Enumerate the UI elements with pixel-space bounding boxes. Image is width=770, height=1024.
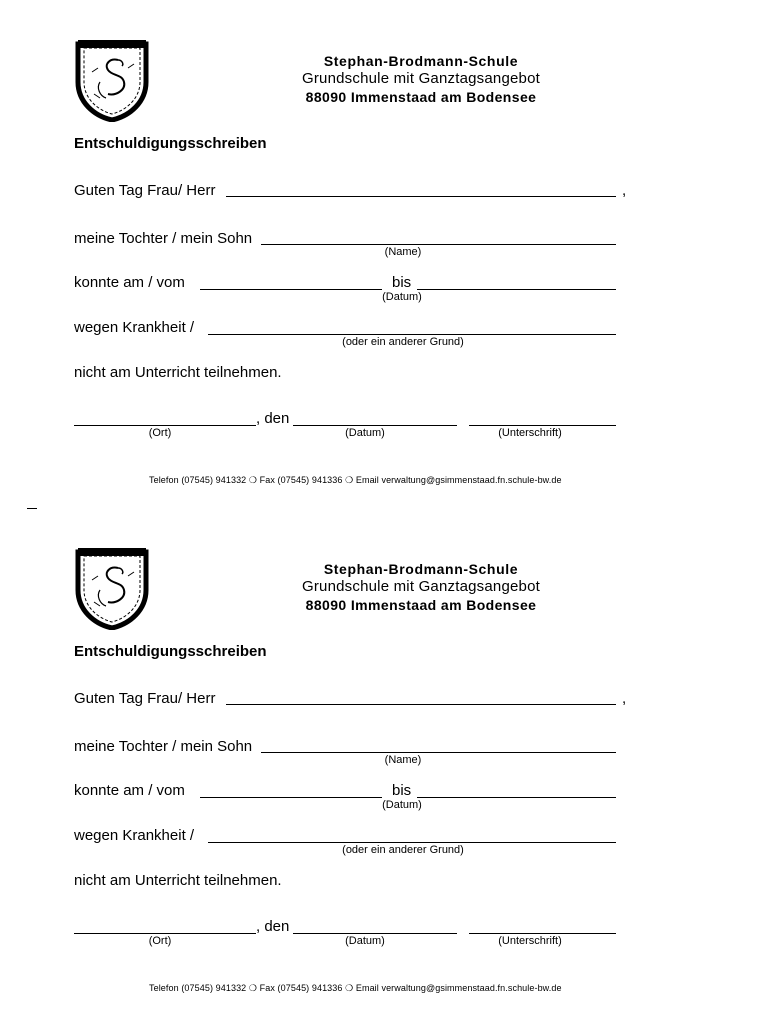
recipient-line[interactable] (226, 196, 616, 197)
date-from-line[interactable] (200, 797, 382, 798)
den-label: , den (256, 410, 290, 427)
reason-caption: (oder ein anderer Grund) (342, 336, 464, 348)
date-signed-line[interactable] (293, 425, 457, 426)
form-title: Entschuldigungsschreiben (74, 643, 267, 660)
school-name: Stephan-Brodmann-Schule (323, 561, 519, 577)
date-to-label: bis (392, 274, 412, 291)
contact-footer: Telefon (07545) 941332 ❍ Fax (07545) 941336 ❍ Email verwaltung@gsimmenstaad.fn.schule-bw.de (149, 983, 562, 993)
greeting-label: Guten Tag Frau/ Herr (74, 690, 216, 707)
signature-line[interactable] (469, 425, 616, 426)
child-label: meine Tochter / mein Sohn (74, 230, 253, 247)
place-line[interactable] (74, 425, 256, 426)
date-to-line[interactable] (417, 797, 616, 798)
excuse-form-bottom (0, 508, 770, 1016)
signature-caption: (Unterschrift) (498, 427, 562, 439)
date-to-label: bis (392, 782, 412, 799)
recipient-line[interactable] (226, 704, 616, 705)
date-from-label: konnte am / vom (74, 274, 185, 291)
date-from-line[interactable] (200, 289, 382, 290)
name-caption: (Name) (384, 246, 422, 258)
place-caption: (Ort) (148, 935, 172, 947)
name-caption: (Name) (384, 754, 422, 766)
reason-label: wegen Krankheit / (74, 319, 195, 336)
greeting-label: Guten Tag Frau/ Herr (74, 182, 216, 199)
date-signed-line[interactable] (293, 933, 457, 934)
school-crest-icon (72, 38, 152, 122)
reason-line[interactable] (208, 842, 616, 843)
den-label: , den (256, 918, 290, 935)
reason-caption: (oder ein anderer Grund) (342, 844, 464, 856)
form-title: Entschuldigungsschreiben (74, 135, 267, 152)
school-address: 88090 Immenstaad am Bodensee (305, 597, 537, 613)
contact-footer: Telefon (07545) 941332 ❍ Fax (07545) 941336 ❍ Email verwaltung@gsimmenstaad.fn.schule-bw.de (149, 475, 562, 485)
excuse-form-top (0, 0, 770, 508)
greeting-comma: , (622, 182, 627, 199)
name-line[interactable] (261, 244, 616, 245)
absence-text: nicht am Unterricht teilnehmen. (74, 364, 282, 381)
greeting-comma: , (622, 690, 627, 707)
name-line[interactable] (261, 752, 616, 753)
date-signed-caption: (Datum) (345, 935, 385, 947)
date-from-label: konnte am / vom (74, 782, 185, 799)
place-line[interactable] (74, 933, 256, 934)
signature-line[interactable] (469, 933, 616, 934)
date-signed-caption: (Datum) (345, 427, 385, 439)
absence-text: nicht am Unterricht teilnehmen. (74, 872, 282, 889)
date-to-line[interactable] (417, 289, 616, 290)
school-name: Stephan-Brodmann-Schule (323, 53, 519, 69)
date-caption: (Datum) (382, 291, 422, 303)
place-caption: (Ort) (148, 427, 172, 439)
school-subtitle: Grundschule mit Ganztagsangebot (301, 70, 540, 87)
school-crest-icon (72, 546, 152, 630)
child-label: meine Tochter / mein Sohn (74, 738, 253, 755)
reason-label: wegen Krankheit / (74, 827, 195, 844)
school-subtitle: Grundschule mit Ganztagsangebot (301, 578, 540, 595)
reason-line[interactable] (208, 334, 616, 335)
signature-caption: (Unterschrift) (498, 935, 562, 947)
date-caption: (Datum) (382, 799, 422, 811)
school-address: 88090 Immenstaad am Bodensee (305, 89, 537, 105)
